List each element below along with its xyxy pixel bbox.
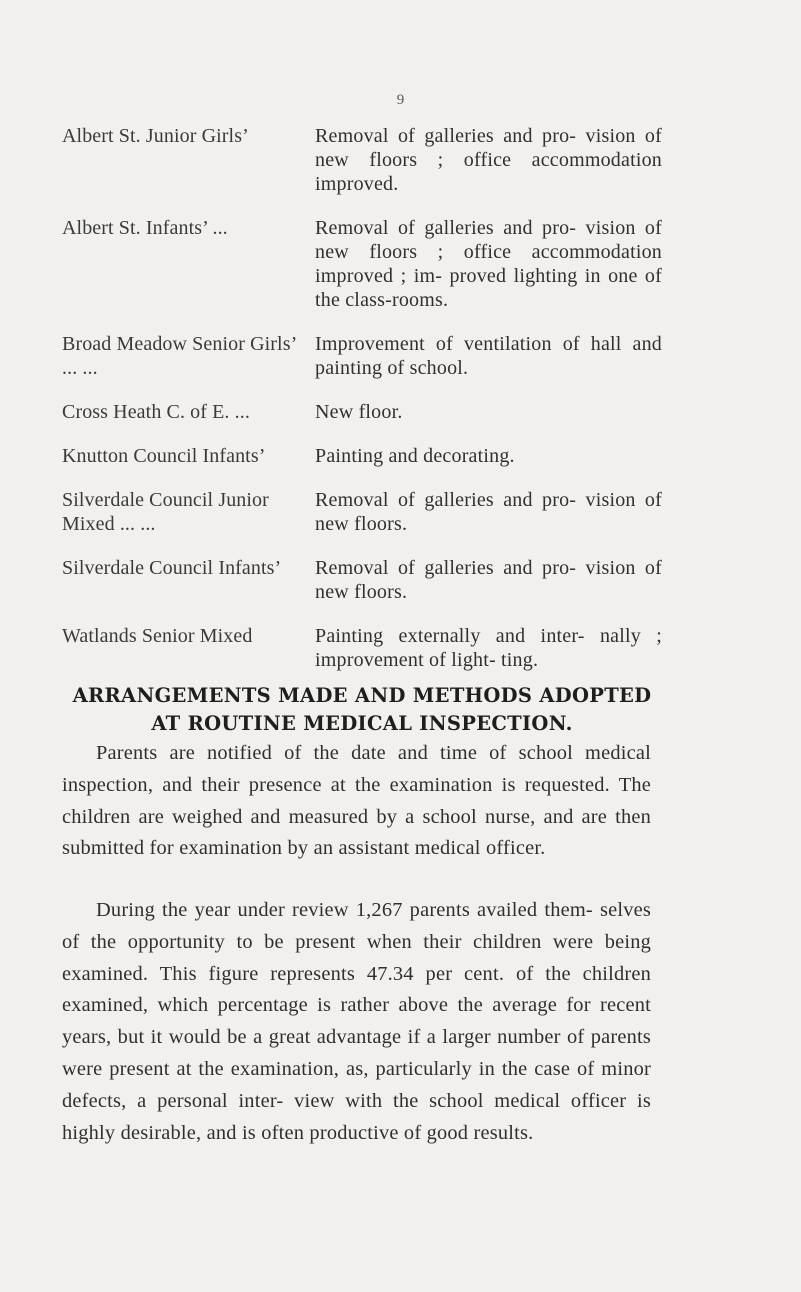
work-description: Painting externally and inter- nally ; improvement of light- ting. — [315, 625, 662, 671]
work-description: Painting and decorating. — [315, 445, 515, 467]
work-description: Removal of galleries and pro- vision of new floors. — [315, 557, 662, 603]
school-name: Watlands Senior Mixed — [62, 625, 253, 647]
table-row — [62, 216, 662, 312]
table-row — [62, 556, 662, 604]
page-number: 9 — [396, 92, 405, 108]
school-works-table — [62, 124, 662, 692]
table-row — [62, 624, 662, 672]
table-row — [62, 124, 662, 196]
school-name: Albert St. Infants’ ... — [62, 217, 228, 239]
section-heading: ARRANGEMENTS MADE AND METHODS ADOPTED AT ROUTINE MEDICAL INSPECTION. — [72, 684, 652, 735]
work-description: New floor. — [315, 401, 403, 423]
work-description: Removal of galleries and pro- vision of new floors ; office accommodation improved. — [315, 125, 662, 195]
work-description: Removal of galleries and pro- vision of new floors. — [315, 489, 662, 535]
school-name: Albert St. Junior Girls’ — [62, 125, 249, 147]
school-name: Knutton Council Infants’ — [62, 445, 266, 467]
body-paragraph: Parents are notified of the date and time of school medical inspection, and their presence at the examination is requested. The children are weighed and measured by a school nurse, and are then submitted for examination by an assistant medical officer. — [62, 742, 651, 860]
school-name: Silverdale Council Infants’ — [62, 557, 282, 579]
work-description: Removal of galleries and pro- vision of new floors ; office accommodation improved ; im- proved lighting in one of the class-rooms. — [315, 217, 662, 311]
table-row — [62, 444, 662, 468]
school-name: Cross Heath C. of E. ... — [62, 401, 250, 423]
school-name: Silverdale Council Junior Mixed ... ... — [62, 489, 269, 535]
work-description: Improvement of ventilation of hall and painting of school. — [315, 333, 662, 379]
school-name: Broad Meadow Senior Girls’ ... ... — [62, 333, 296, 379]
table-row — [62, 488, 662, 536]
table-row — [62, 332, 662, 380]
body-paragraph: During the year under review 1,267 parents availed them- selves of the opportunity to be present when their children were being examined. This figure represents 47.34 per cent. of the children examined, which percentage is rather above the average for recent years, but it would be a great advantage if a larger number of parents were present at the examination, as, particularly in the case of minor defects, a personal inter- view with the school medical officer is highly desirable, and is often productive of good results. — [62, 899, 651, 1144]
table-row — [62, 400, 662, 424]
